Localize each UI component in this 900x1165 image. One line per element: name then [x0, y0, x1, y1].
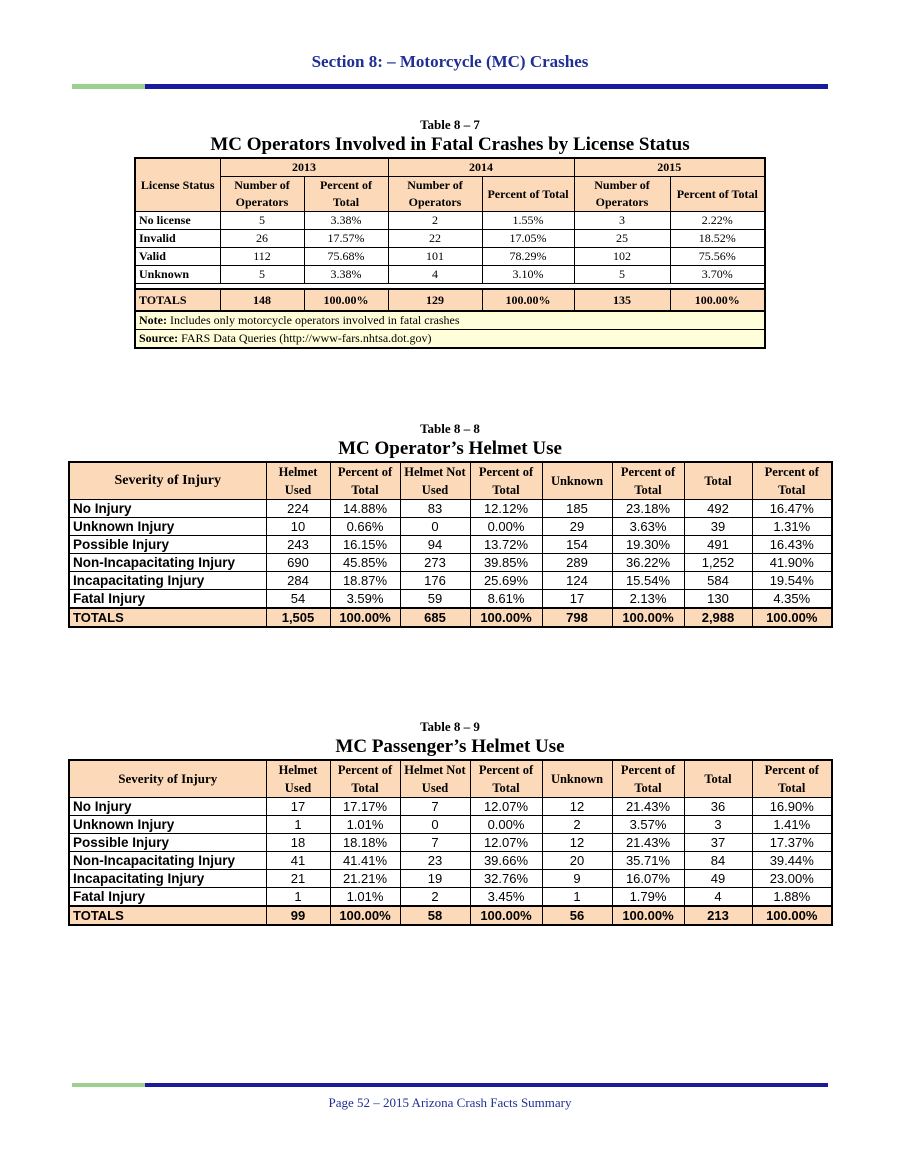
totals-row: [135, 289, 765, 311]
column-header: Percent of Total: [612, 760, 684, 798]
cell: 7: [400, 798, 470, 816]
table-row: [69, 870, 832, 888]
totals-label: TOTALS: [69, 906, 266, 925]
cell: 35.71%: [612, 852, 684, 870]
totals-row: [69, 608, 832, 627]
cell: 148: [220, 289, 304, 311]
cell: 18.18%: [330, 834, 400, 852]
cell: 492: [684, 500, 752, 518]
cell: 243: [266, 536, 330, 554]
column-header: Total: [684, 462, 752, 500]
cell: 685: [400, 608, 470, 627]
cell: 289: [542, 554, 612, 572]
cell: 18.87%: [330, 572, 400, 590]
table-source: [135, 330, 765, 349]
table-row: [69, 816, 832, 834]
column-header: Severity of Injury: [69, 462, 266, 500]
cell: 100.00%: [752, 608, 832, 627]
cell: 25: [574, 230, 670, 248]
cell: 4.35%: [752, 590, 832, 609]
row-label: Unknown Injury: [69, 518, 266, 536]
cell: 4: [388, 266, 482, 284]
num-operators-header: Number of Operators: [388, 177, 482, 212]
row-label: Valid: [135, 248, 220, 266]
cell: 23.18%: [612, 500, 684, 518]
cell: 23: [400, 852, 470, 870]
cell: 21: [266, 870, 330, 888]
cell: 22: [388, 230, 482, 248]
cell: 1,252: [684, 554, 752, 572]
cell: 3.45%: [470, 888, 542, 907]
row-label: Incapacitating Injury: [69, 572, 266, 590]
num-operators-header: Number of Operators: [574, 177, 670, 212]
table-row: [69, 518, 832, 536]
cell: 5: [574, 266, 670, 284]
cell: 3.57%: [612, 816, 684, 834]
cell: 49: [684, 870, 752, 888]
column-header: Helmet Not Used: [400, 462, 470, 500]
cell: 7: [400, 834, 470, 852]
table-8-8: [68, 461, 833, 628]
cell: 56: [542, 906, 612, 925]
source-label: Source:: [139, 331, 179, 345]
column-header: Percent of Total: [612, 462, 684, 500]
cell: 18: [266, 834, 330, 852]
cell: 5: [220, 212, 304, 230]
cell: 17.17%: [330, 798, 400, 816]
cell: 1: [266, 888, 330, 907]
column-header: Helmet Used: [266, 462, 330, 500]
cell: 1.41%: [752, 816, 832, 834]
column-header: Percent of Total: [752, 760, 832, 798]
cell: 101: [388, 248, 482, 266]
year-2015-header: 2015: [574, 158, 765, 177]
row-label: Incapacitating Injury: [69, 870, 266, 888]
cell: 94: [400, 536, 470, 554]
table-note: [135, 311, 765, 330]
cell: 284: [266, 572, 330, 590]
table-8-9-title: MC Passenger’s Helmet Use: [335, 736, 565, 757]
table-8-7-number: Table 8 – 7: [420, 117, 480, 132]
cell: 124: [542, 572, 612, 590]
cell: 19.30%: [612, 536, 684, 554]
note-label: Note:: [139, 313, 167, 327]
cell: 21.43%: [612, 834, 684, 852]
row-label: Possible Injury: [69, 834, 266, 852]
cell: 1.31%: [752, 518, 832, 536]
cell: 584: [684, 572, 752, 590]
cell: 1.88%: [752, 888, 832, 907]
cell: 59: [400, 590, 470, 609]
column-header: Percent of Total: [470, 462, 542, 500]
cell: 12: [542, 798, 612, 816]
cell: 12: [542, 834, 612, 852]
year-2013-header: 2013: [220, 158, 388, 177]
cell: 3: [574, 212, 670, 230]
cell: 1.01%: [330, 888, 400, 907]
table-row: [69, 888, 832, 907]
totals-label: TOTALS: [69, 608, 266, 627]
cell: 17.05%: [482, 230, 574, 248]
column-header: Unknown: [542, 760, 612, 798]
num-operators-header: Number of Operators: [220, 177, 304, 212]
cell: 3.10%: [482, 266, 574, 284]
cell: 1.79%: [612, 888, 684, 907]
cell: 58: [400, 906, 470, 925]
cell: 3.63%: [612, 518, 684, 536]
cell: 16.47%: [752, 500, 832, 518]
cell: 100.00%: [304, 289, 388, 311]
cell: 17: [542, 590, 612, 609]
cell: 2: [542, 816, 612, 834]
column-header: Helmet Not Used: [400, 760, 470, 798]
section-title: Section 8: – Motorcycle (MC) Crashes: [311, 52, 589, 71]
cell: 1: [542, 888, 612, 907]
column-header: Percent of Total: [752, 462, 832, 500]
license-status-header: License Status: [135, 158, 220, 212]
cell: 39.66%: [470, 852, 542, 870]
cell: 100.00%: [670, 289, 765, 311]
table-8-9: [68, 759, 833, 926]
cell: 2: [388, 212, 482, 230]
cell: 20: [542, 852, 612, 870]
cell: 17.37%: [752, 834, 832, 852]
cell: 19.54%: [752, 572, 832, 590]
percent-header: Percent of Total: [482, 177, 574, 212]
table-row: [135, 248, 765, 266]
cell: 798: [542, 608, 612, 627]
cell: 3.59%: [330, 590, 400, 609]
row-label: No license: [135, 212, 220, 230]
cell: 3.38%: [304, 266, 388, 284]
cell: 21.43%: [612, 798, 684, 816]
cell: 29: [542, 518, 612, 536]
cell: 75.56%: [670, 248, 765, 266]
percent-header: Percent of Total: [670, 177, 765, 212]
source-text: FARS Data Queries (http://www-fars.nhtsa.dot.gov): [181, 331, 432, 345]
cell: 41.41%: [330, 852, 400, 870]
cell: 273: [400, 554, 470, 572]
cell: 0.00%: [470, 518, 542, 536]
cell: 2.13%: [612, 590, 684, 609]
row-label: No Injury: [69, 500, 266, 518]
totals-label: TOTALS: [135, 289, 220, 311]
cell: 100.00%: [612, 906, 684, 925]
row-label: Unknown Injury: [69, 816, 266, 834]
totals-row: [69, 906, 832, 925]
cell: 1,505: [266, 608, 330, 627]
table-8-9-number: Table 8 – 9: [420, 719, 480, 734]
cell: 690: [266, 554, 330, 572]
column-header: Severity of Injury: [69, 760, 266, 798]
table-8-7: [134, 157, 766, 349]
cell: 130: [684, 590, 752, 609]
row-label: No Injury: [69, 798, 266, 816]
cell: 2,988: [684, 608, 752, 627]
table-8-7-title: MC Operators Involved in Fatal Crashes by License Status: [210, 134, 690, 155]
cell: 135: [574, 289, 670, 311]
row-label: Fatal Injury: [69, 590, 266, 609]
cell: 39.44%: [752, 852, 832, 870]
cell: 23.00%: [752, 870, 832, 888]
cell: 2: [400, 888, 470, 907]
cell: 224: [266, 500, 330, 518]
cell: 13.72%: [470, 536, 542, 554]
cell: 0: [400, 816, 470, 834]
cell: 75.68%: [304, 248, 388, 266]
cell: 19: [400, 870, 470, 888]
percent-header: Percent of Total: [304, 177, 388, 212]
cell: 1.01%: [330, 816, 400, 834]
cell: 78.29%: [482, 248, 574, 266]
cell: 12.07%: [470, 798, 542, 816]
cell: 15.54%: [612, 572, 684, 590]
cell: 84: [684, 852, 752, 870]
cell: 41: [266, 852, 330, 870]
cell: 21.21%: [330, 870, 400, 888]
cell: 1.55%: [482, 212, 574, 230]
cell: 17.57%: [304, 230, 388, 248]
cell: 5: [220, 266, 304, 284]
cell: 491: [684, 536, 752, 554]
table-row: [69, 590, 832, 609]
column-header: Percent of Total: [330, 760, 400, 798]
column-header: Helmet Used: [266, 760, 330, 798]
cell: 8.61%: [470, 590, 542, 609]
cell: 25.69%: [470, 572, 542, 590]
cell: 3.70%: [670, 266, 765, 284]
cell: 9: [542, 870, 612, 888]
row-label: Unknown: [135, 266, 220, 284]
table-row: [135, 212, 765, 230]
year-2014-header: 2014: [388, 158, 574, 177]
cell: 0.66%: [330, 518, 400, 536]
cell: 112: [220, 248, 304, 266]
cell: 16.15%: [330, 536, 400, 554]
cell: 17: [266, 798, 330, 816]
column-header: Percent of Total: [470, 760, 542, 798]
header-rule: [72, 84, 828, 89]
cell: 14.88%: [330, 500, 400, 518]
table-row: [135, 266, 765, 284]
footer-rule: [72, 1083, 828, 1087]
cell: 185: [542, 500, 612, 518]
cell: 100.00%: [752, 906, 832, 925]
cell: 10: [266, 518, 330, 536]
cell: 26: [220, 230, 304, 248]
table-row: [69, 536, 832, 554]
table-8-8-title: MC Operator’s Helmet Use: [338, 438, 562, 459]
row-label: Possible Injury: [69, 536, 266, 554]
cell: 100.00%: [612, 608, 684, 627]
column-header: Percent of Total: [330, 462, 400, 500]
table-row: [135, 230, 765, 248]
cell: 32.76%: [470, 870, 542, 888]
row-label: Fatal Injury: [69, 888, 266, 907]
cell: 100.00%: [470, 906, 542, 925]
cell: 45.85%: [330, 554, 400, 572]
cell: 100.00%: [330, 608, 400, 627]
row-label: Non-Incapacitating Injury: [69, 554, 266, 572]
cell: 41.90%: [752, 554, 832, 572]
cell: 3.38%: [304, 212, 388, 230]
cell: 83: [400, 500, 470, 518]
row-label: Invalid: [135, 230, 220, 248]
cell: 36: [684, 798, 752, 816]
cell: 16.43%: [752, 536, 832, 554]
cell: 39: [684, 518, 752, 536]
row-label: Non-Incapacitating Injury: [69, 852, 266, 870]
cell: 0: [400, 518, 470, 536]
cell: 36.22%: [612, 554, 684, 572]
cell: 100.00%: [482, 289, 574, 311]
cell: 54: [266, 590, 330, 609]
cell: 1: [266, 816, 330, 834]
cell: 0.00%: [470, 816, 542, 834]
cell: 100.00%: [330, 906, 400, 925]
table-row: [69, 554, 832, 572]
table-row: [69, 852, 832, 870]
cell: 12.07%: [470, 834, 542, 852]
cell: 12.12%: [470, 500, 542, 518]
cell: 100.00%: [470, 608, 542, 627]
cell: 37: [684, 834, 752, 852]
table-row: [69, 834, 832, 852]
table-row: [69, 798, 832, 816]
table-row: [69, 500, 832, 518]
column-header: Total: [684, 760, 752, 798]
cell: 2.22%: [670, 212, 765, 230]
page-footer: Page 52 – 2015 Arizona Crash Facts Summary: [328, 1095, 572, 1110]
cell: 16.07%: [612, 870, 684, 888]
cell: 129: [388, 289, 482, 311]
table-8-8-number: Table 8 – 8: [420, 421, 480, 436]
note-text: Includes only motorcycle operators involved in fatal crashes: [169, 313, 460, 327]
cell: 99: [266, 906, 330, 925]
column-header: Unknown: [542, 462, 612, 500]
cell: 213: [684, 906, 752, 925]
cell: 4: [684, 888, 752, 907]
cell: 176: [400, 572, 470, 590]
cell: 18.52%: [670, 230, 765, 248]
cell: 102: [574, 248, 670, 266]
cell: 16.90%: [752, 798, 832, 816]
cell: 3: [684, 816, 752, 834]
cell: 154: [542, 536, 612, 554]
table-row: [69, 572, 832, 590]
cell: 39.85%: [470, 554, 542, 572]
